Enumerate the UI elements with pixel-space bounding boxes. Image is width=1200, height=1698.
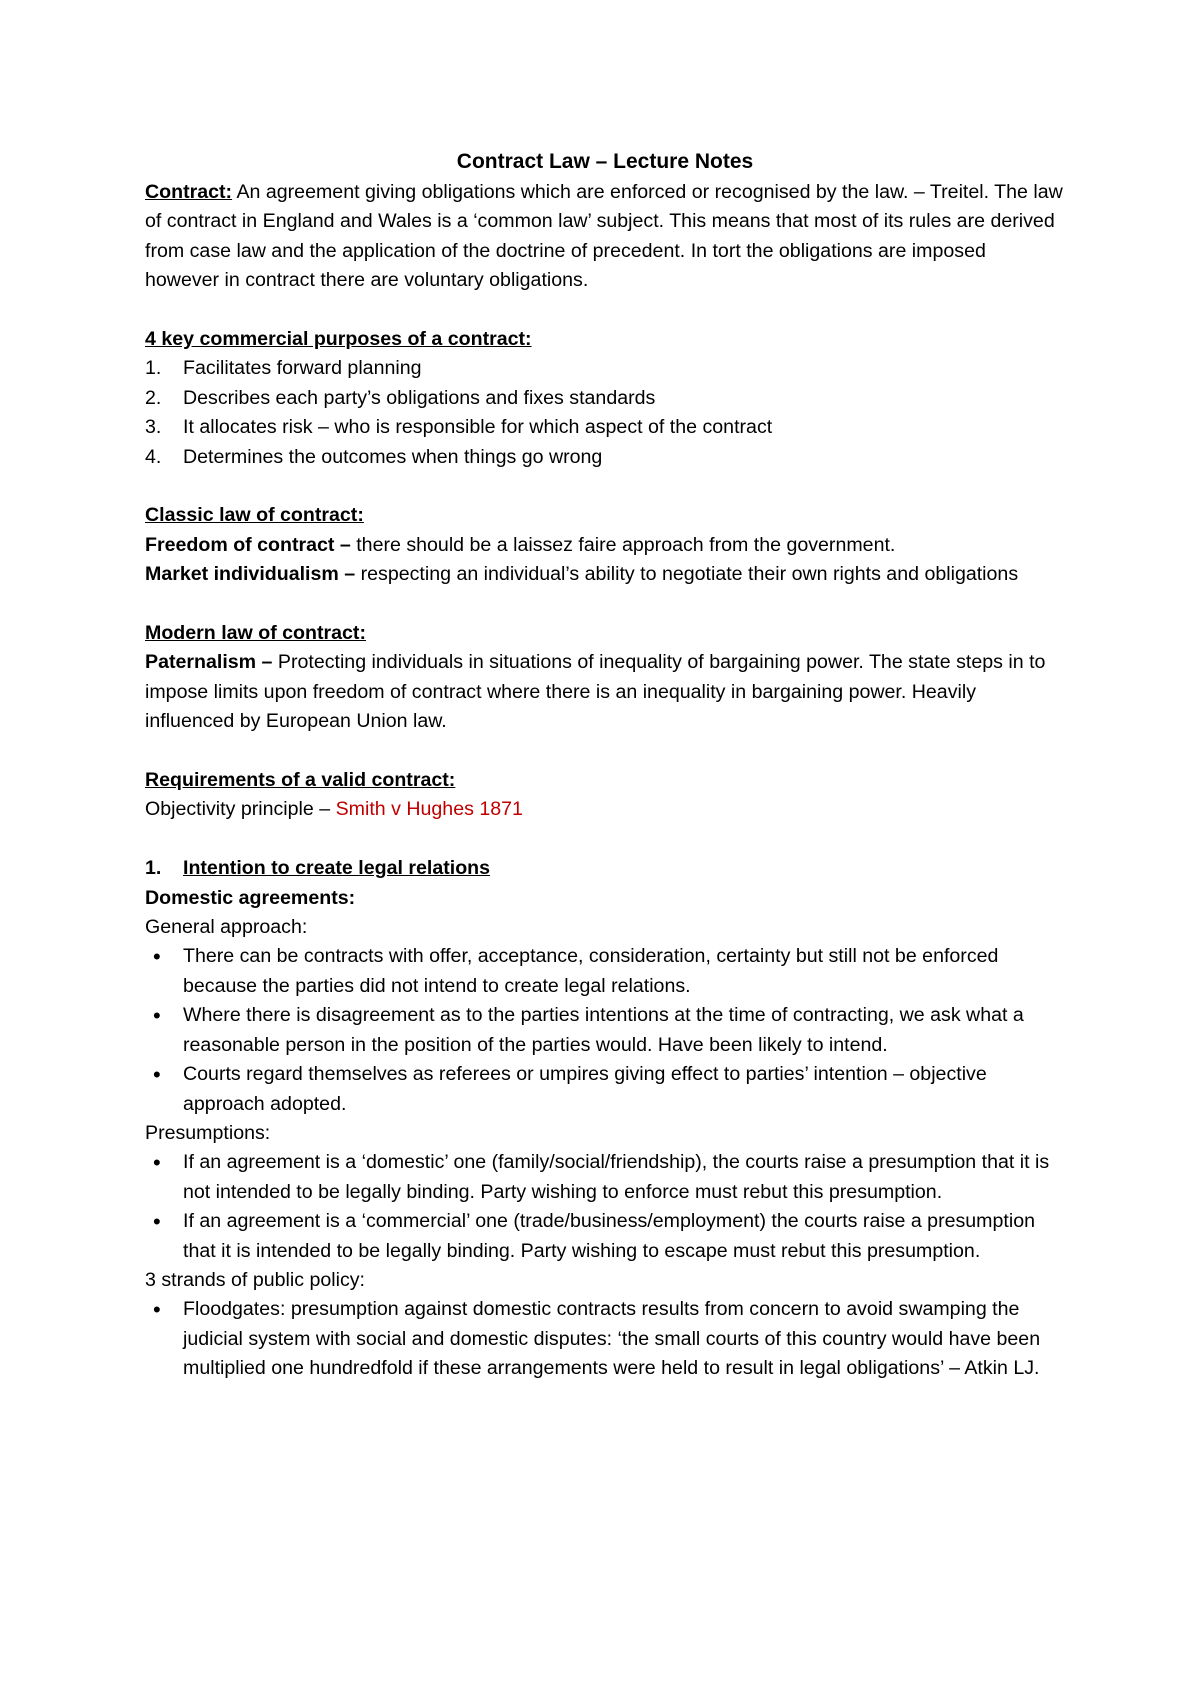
document-title: Contract Law – Lecture Notes [456, 150, 754, 173]
list-item [145, 942, 1065, 1001]
list-item-text: If an agreement is a ‘domestic’ one (family/social/friendship), the courts raise a presumption that it is not intended to be legally binding. Party wishing to enforce must rebut this presumption. [183, 1151, 1050, 1203]
market-individualism [145, 560, 1065, 589]
public-policy-label: 3 strands of public policy: [145, 1268, 365, 1291]
list-item-text: Courts regard themselves as referees or umpires giving effect to parties’ intention – objective approach adopted. [183, 1063, 987, 1115]
section-number: 1. [145, 857, 162, 880]
spacer [145, 825, 1065, 854]
list-item-text: Facilitates forward planning [183, 357, 422, 380]
contract-term: Contract: [145, 181, 233, 203]
objectivity-text: Objectivity principle – [145, 798, 336, 821]
presumptions-label: Presumptions: [145, 1121, 271, 1144]
paternalism-term: Paternalism – [145, 651, 273, 674]
general-approach-label: General approach: [145, 916, 308, 939]
list-item [145, 354, 1065, 383]
list-item-text: It allocates risk – who is responsible for which aspect of the contract [183, 416, 773, 439]
list-item-text: If an agreement is a ‘commercial’ one (trade/business/employment) the courts raise a presumption that it is intended to be legally binding. Party wishing to escape must rebut this presumption. [183, 1210, 1035, 1262]
list-number: 1. [145, 357, 162, 380]
list-item-text: There can be contracts with offer, acceptance, consideration, certainty but still not be enforced because the parties did not intend to create legal relations. [183, 945, 999, 997]
spacer [145, 590, 1065, 619]
intention-heading [145, 854, 1065, 883]
intention-heading-text: Intention to create legal relations [183, 857, 491, 880]
paternalism [145, 648, 1065, 736]
freedom-term: Freedom of contract – [145, 533, 351, 556]
list-item [145, 413, 1065, 442]
contract-definition-text: An agreement giving obligations which are enforced or recognised by the law. – Treitel. The law of contract in England and Wales is a ‘common law’ subject. This means that most of its rules are derived from case law and the application of the doctrine of precedent. In tort the obligations are imposed however in contract there are voluntary obligations. [145, 181, 1063, 292]
list-item-text: Determines the outcomes when things go wrong [183, 445, 603, 468]
spacer [145, 737, 1065, 766]
document-body [145, 146, 1065, 1384]
list-item [145, 384, 1065, 413]
list-number: 3. [145, 416, 162, 439]
purposes-list [145, 354, 1065, 472]
contract-definition [145, 178, 1065, 296]
list-item [145, 1295, 1065, 1383]
list-number: 4. [145, 445, 162, 468]
case-reference: Smith v Hughes 1871 [335, 798, 523, 821]
list-item-text: Describes each party’s obligations and fixes standards [183, 386, 656, 409]
spacer [145, 296, 1065, 325]
freedom-text: there should be a laissez faire approach from the government. [350, 533, 896, 556]
market-text: respecting an individual’s ability to negotiate their own rights and obligations [355, 563, 1019, 586]
list-item [145, 443, 1065, 472]
purposes-heading: 4 key commercial purposes of a contract: [145, 328, 532, 351]
bullet-icon: • [153, 1209, 161, 1235]
paternalism-text: Protecting individuals in situations of inequality of bargaining power. The state steps in to impose limits upon freedom of contract where there is an inequality in bargaining power. Heavily influenced by European Union law. [145, 651, 1046, 733]
presumptions-list [145, 1148, 1065, 1266]
list-item-text: Floodgates: presumption against domestic contracts results from concern to avoid swamping the judicial system with social and domestic disputes: ‘the small courts of this country would have been multiplied one hundredfold if these arrangements were held to result in legal obligations’ – Atkin LJ. [183, 1298, 1041, 1380]
domestic-heading: Domestic agreements: [145, 886, 356, 909]
list-number: 2. [145, 386, 162, 409]
list-item [145, 1001, 1065, 1060]
public-policy-list [145, 1295, 1065, 1383]
list-item [145, 1060, 1065, 1119]
list-item-text: Where there is disagreement as to the parties intentions at the time of contracting, we ask what a reasonable person in the position of the parties would. Have been likely to intend. [183, 1004, 1024, 1056]
general-approach-list [145, 942, 1065, 1118]
freedom-of-contract [145, 531, 1065, 560]
bullet-icon: • [153, 1297, 161, 1323]
list-item [145, 1207, 1065, 1266]
modern-heading: Modern law of contract: [145, 622, 366, 645]
bullet-icon: • [153, 1062, 161, 1088]
spacer [145, 472, 1065, 501]
market-term: Market individualism – [145, 563, 356, 586]
requirements-heading: Requirements of a valid contract: [145, 769, 456, 792]
bullet-icon: • [153, 1150, 161, 1176]
classic-heading: Classic law of contract: [145, 504, 364, 527]
bullet-icon: • [153, 1003, 161, 1029]
list-item [145, 1148, 1065, 1207]
objectivity-principle [145, 795, 1065, 824]
bullet-icon: • [153, 944, 161, 970]
